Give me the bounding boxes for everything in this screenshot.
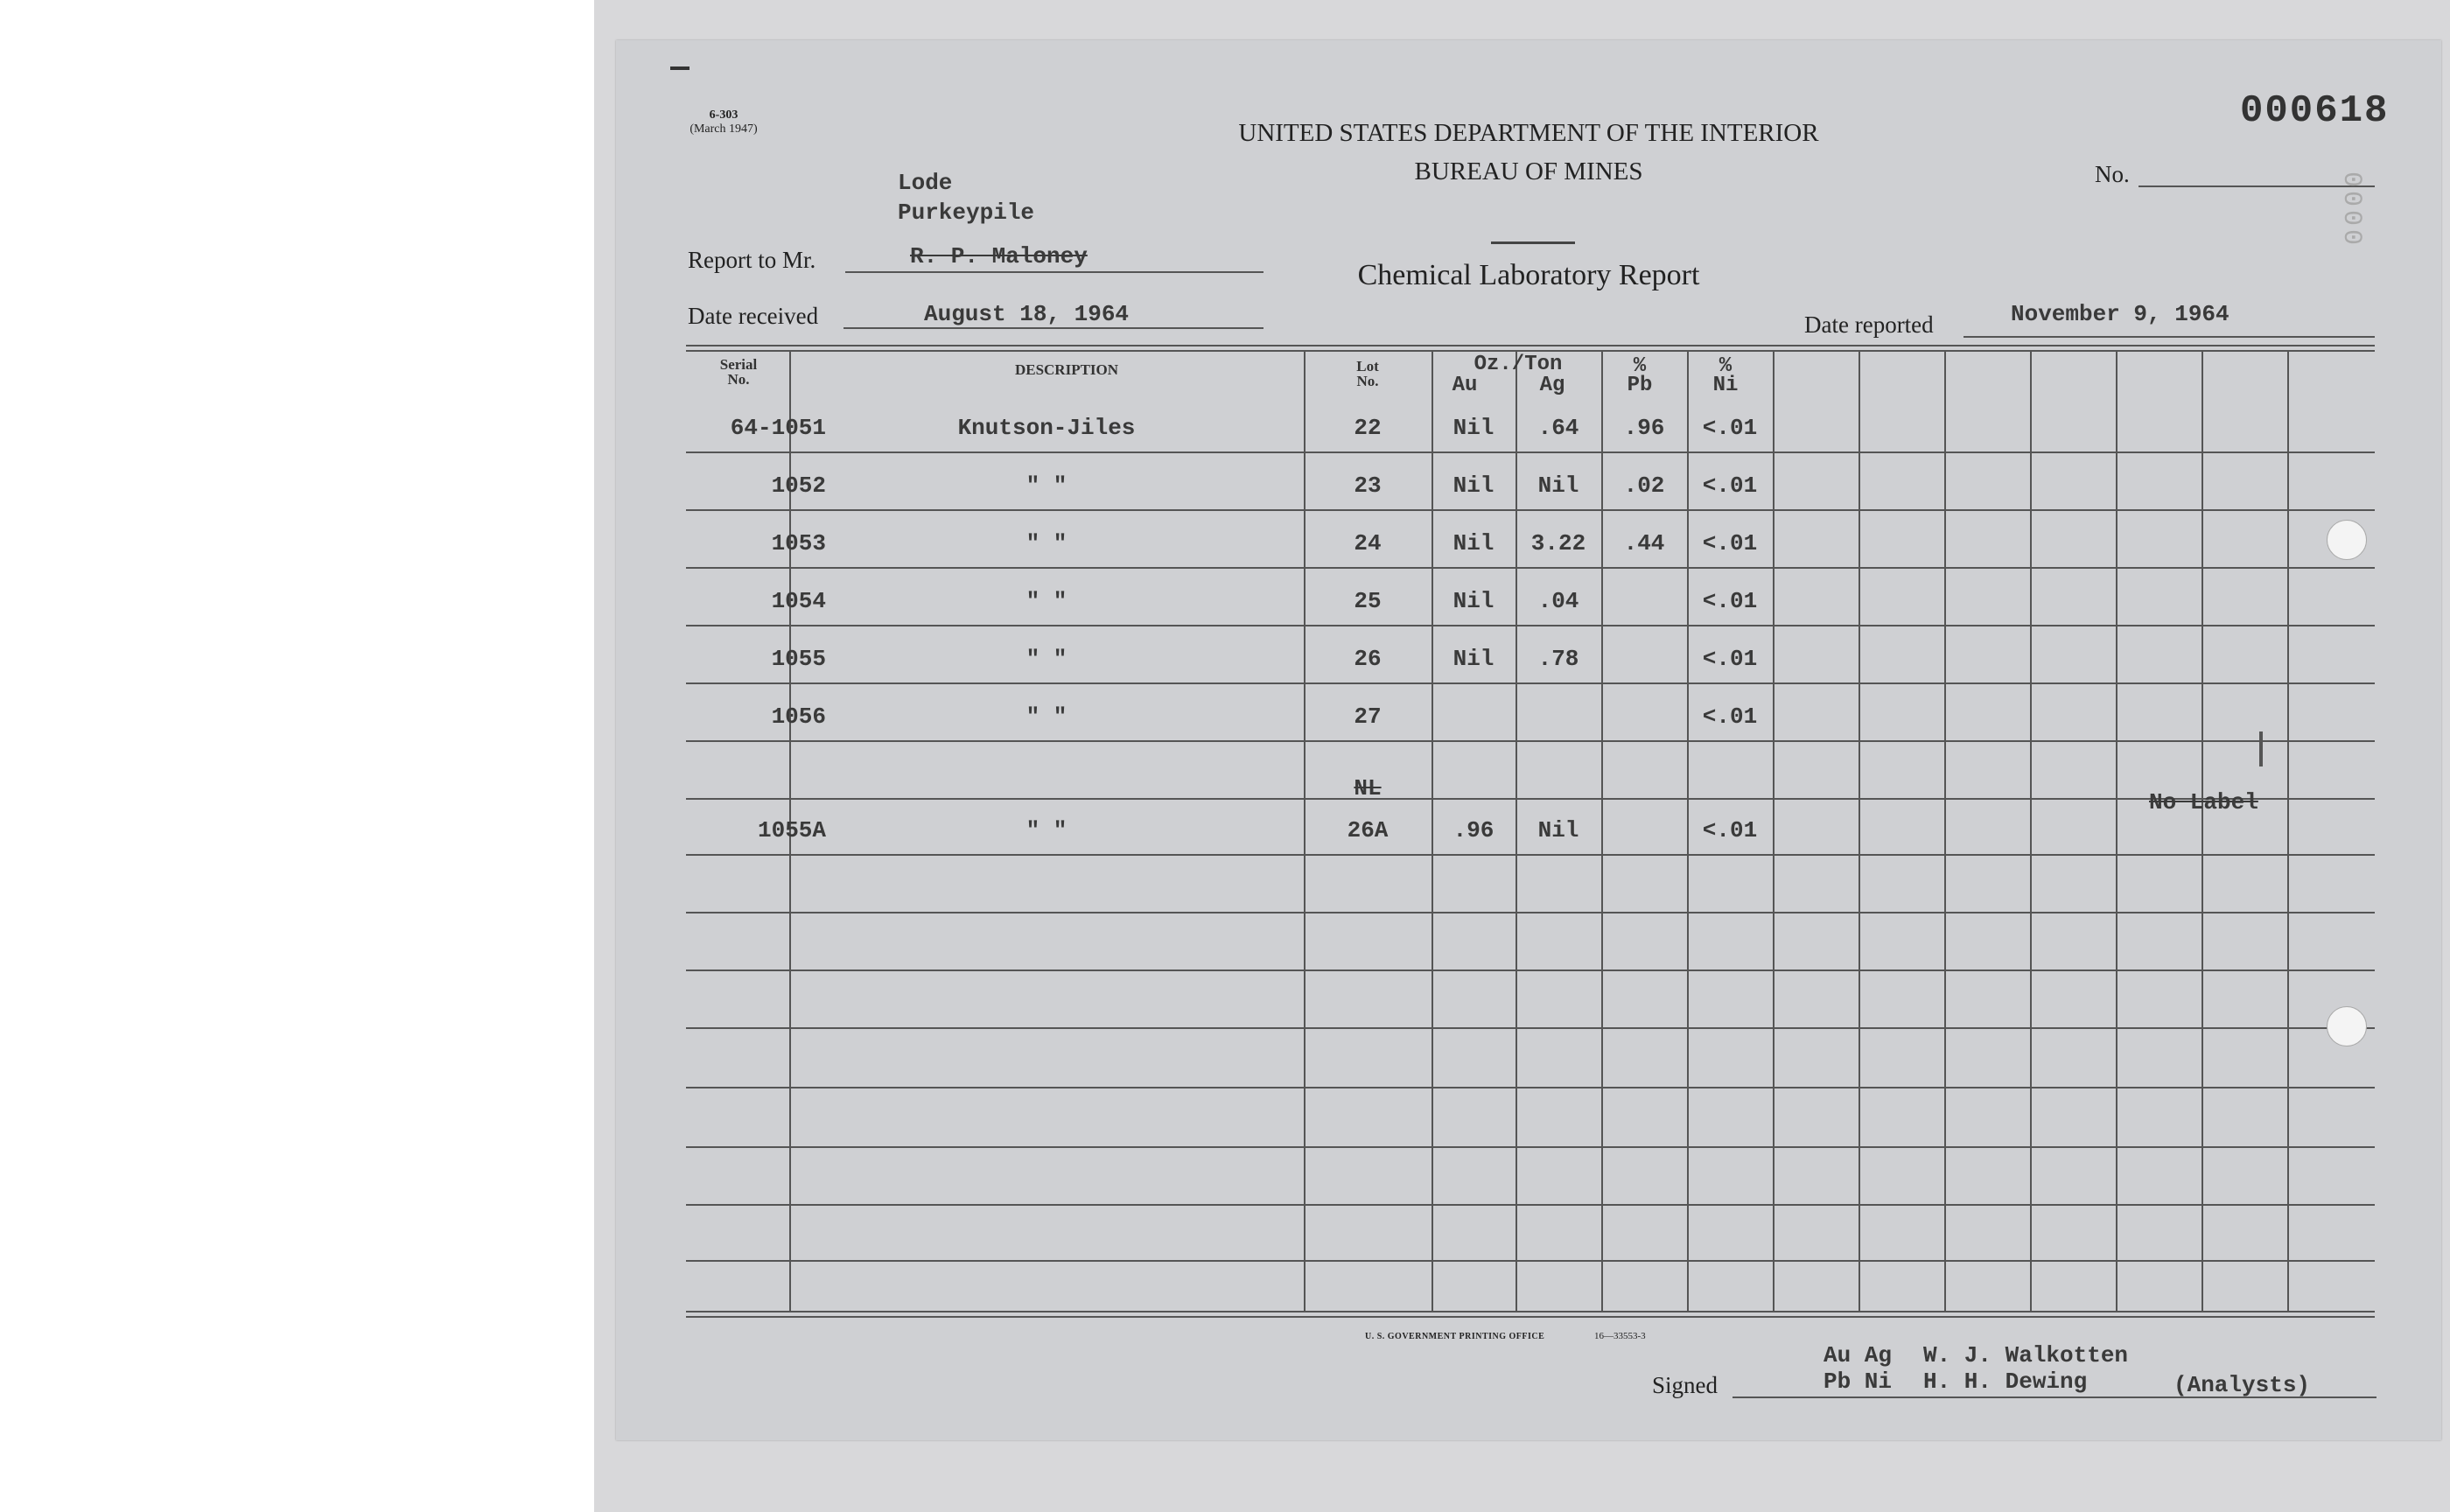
cell-ni: <.01 — [1702, 415, 1758, 441]
date-reported-label: Date reported — [1804, 312, 1934, 338]
cell-au: Nil — [1452, 415, 1494, 441]
cell-pb: .96 — [1623, 415, 1665, 441]
table-top-rule-2 — [686, 350, 2375, 352]
table-row-line — [686, 682, 2375, 684]
header-lot: Lot No. — [1356, 358, 1379, 389]
cell-pb: .44 — [1623, 530, 1665, 556]
table-row-line — [686, 740, 2375, 742]
header-au: Au — [1452, 374, 1478, 397]
table-row-line — [686, 567, 2375, 569]
report-title: Chemical Laboratory Report — [1357, 259, 1700, 291]
bureau-heading: BUREAU OF MINES — [1414, 158, 1643, 186]
report-to-value: R. P. Maloney — [910, 243, 1088, 270]
cell-lot: 23 — [1354, 472, 1382, 499]
date-received-line — [844, 327, 1264, 329]
cell-au: Nil — [1452, 472, 1494, 499]
printing-office: U. S. GOVERNMENT PRINTING OFFICE — [1365, 1332, 1545, 1341]
no-label: No. — [2095, 161, 2130, 187]
cell-lot: 26 — [1354, 646, 1382, 672]
table-bottom-rule-2 — [686, 1316, 2375, 1318]
pencil-mark — [2259, 732, 2263, 766]
table-row-line — [686, 1146, 2375, 1148]
analyst-2-elements: Pb Ni — [1824, 1368, 1893, 1395]
cell-description: Knutson-Jiles — [957, 415, 1136, 441]
cell-ag: .64 — [1537, 415, 1579, 441]
cell-lot: 22 — [1354, 415, 1382, 441]
cell-serial: 1055A — [757, 817, 826, 844]
cell-ag: .78 — [1537, 646, 1579, 672]
cell-au: .96 — [1452, 817, 1494, 844]
punch-hole-top — [2327, 520, 2367, 560]
cell-ni: <.01 — [1702, 817, 1758, 844]
table-row-line — [686, 452, 2375, 453]
header-serial: Serial No. — [719, 356, 758, 388]
punch-hole-bottom — [2327, 1006, 2367, 1046]
header-pb: Pb — [1627, 374, 1653, 397]
cell-lot: 27 — [1354, 704, 1382, 730]
table-row-line — [686, 798, 2375, 800]
cell-serial: 1056 — [771, 704, 826, 730]
table-column-line — [2202, 350, 2203, 1311]
cell-ni: <.01 — [1702, 588, 1758, 614]
form-edition: (March 1947) — [690, 122, 758, 136]
cell-description: " " — [1026, 646, 1068, 672]
table-row-line — [686, 1027, 2375, 1029]
header-ni-pct: % — [1718, 354, 1732, 378]
cell-serial: 64-1051 — [730, 415, 826, 441]
cell-lot: NL — [1354, 775, 1382, 802]
cell-ag: .04 — [1537, 588, 1579, 614]
report-to-label: Report to Mr. — [688, 247, 816, 273]
analyst-2-name: H. H. Dewing — [1923, 1368, 2088, 1395]
cell-description: " " — [1026, 817, 1068, 844]
table-column-line — [2287, 350, 2289, 1311]
cell-ni: <.01 — [1702, 704, 1758, 730]
table-row-line — [686, 912, 2375, 914]
table-column-line — [1773, 350, 1774, 1311]
cell-lot: 26A — [1347, 817, 1389, 844]
analyst-1-elements: Au Ag — [1824, 1342, 1893, 1368]
side-stamp: 0000 — [2336, 172, 2366, 249]
cell-description: " " — [1026, 472, 1068, 499]
cell-description: " " — [1026, 704, 1068, 730]
cell-description: " " — [1026, 588, 1068, 614]
cell-ni: <.01 — [1702, 530, 1758, 556]
table-top-rule — [686, 345, 2375, 346]
report-to-line — [845, 271, 1264, 273]
cell-serial: 1053 — [771, 530, 826, 556]
cell-ag: Nil — [1537, 472, 1579, 499]
analysts-suffix: (Analysts) — [2174, 1372, 2311, 1398]
table-row-line — [686, 509, 2375, 511]
cell-ni: <.01 — [1702, 472, 1758, 499]
signed-label: Signed — [1652, 1372, 1718, 1398]
cell-au: Nil — [1452, 530, 1494, 556]
mark — [670, 66, 690, 70]
agency-heading: UNITED STATES DEPARTMENT OF THE INTERIOR — [1238, 119, 1819, 147]
table-column-line — [1944, 350, 1946, 1311]
cell-pb: .02 — [1623, 472, 1665, 499]
report-to-line-2: Purkeypile — [898, 200, 1035, 226]
header-oz-ton: Oz./Ton — [1474, 353, 1563, 376]
no-label-note: No Label — [2149, 789, 2258, 816]
header-pb-pct: % — [1633, 354, 1647, 378]
title-rule — [1491, 242, 1575, 244]
date-received-label: Date received — [688, 303, 819, 329]
date-received-value: August 18, 1964 — [924, 301, 1130, 327]
report-sheet — [616, 40, 2441, 1440]
table-row-line — [686, 854, 2375, 856]
header-description: DESCRIPTION — [1014, 361, 1119, 378]
cell-ag: 3.22 — [1530, 530, 1586, 556]
table-column-line — [2030, 350, 2032, 1311]
cell-lot: 24 — [1354, 530, 1382, 556]
document-number: 000618 — [2240, 89, 2390, 133]
cell-au: Nil — [1452, 646, 1494, 672]
table-column-line — [2116, 350, 2118, 1311]
header-ag: Ag — [1539, 374, 1565, 397]
table-row-line — [686, 625, 2375, 626]
cell-ni: <.01 — [1702, 646, 1758, 672]
form-code: 6-303 — [709, 108, 738, 122]
table-bottom-rule — [686, 1311, 2375, 1312]
printing-code: 16—33553-3 — [1594, 1331, 1646, 1341]
cell-serial: 1052 — [771, 472, 826, 499]
cell-au: Nil — [1452, 588, 1494, 614]
header-ni: Ni — [1712, 374, 1739, 397]
date-reported-line — [1964, 336, 2375, 338]
cell-serial: 1055 — [771, 646, 826, 672]
cell-lot: 25 — [1354, 588, 1382, 614]
table-row-line — [686, 1204, 2375, 1206]
table-row-line — [686, 1087, 2375, 1088]
cell-ag: Nil — [1537, 817, 1579, 844]
analyst-1-name: W. J. Walkotten — [1923, 1342, 2129, 1368]
date-reported-value: November 9, 1964 — [2011, 301, 2230, 327]
cell-serial: 1054 — [771, 588, 826, 614]
report-to-line-1: Lode — [898, 170, 953, 196]
cell-description: " " — [1026, 530, 1068, 556]
table-column-line — [1858, 350, 1860, 1311]
table-row-line — [686, 1260, 2375, 1262]
table-row-line — [686, 970, 2375, 971]
